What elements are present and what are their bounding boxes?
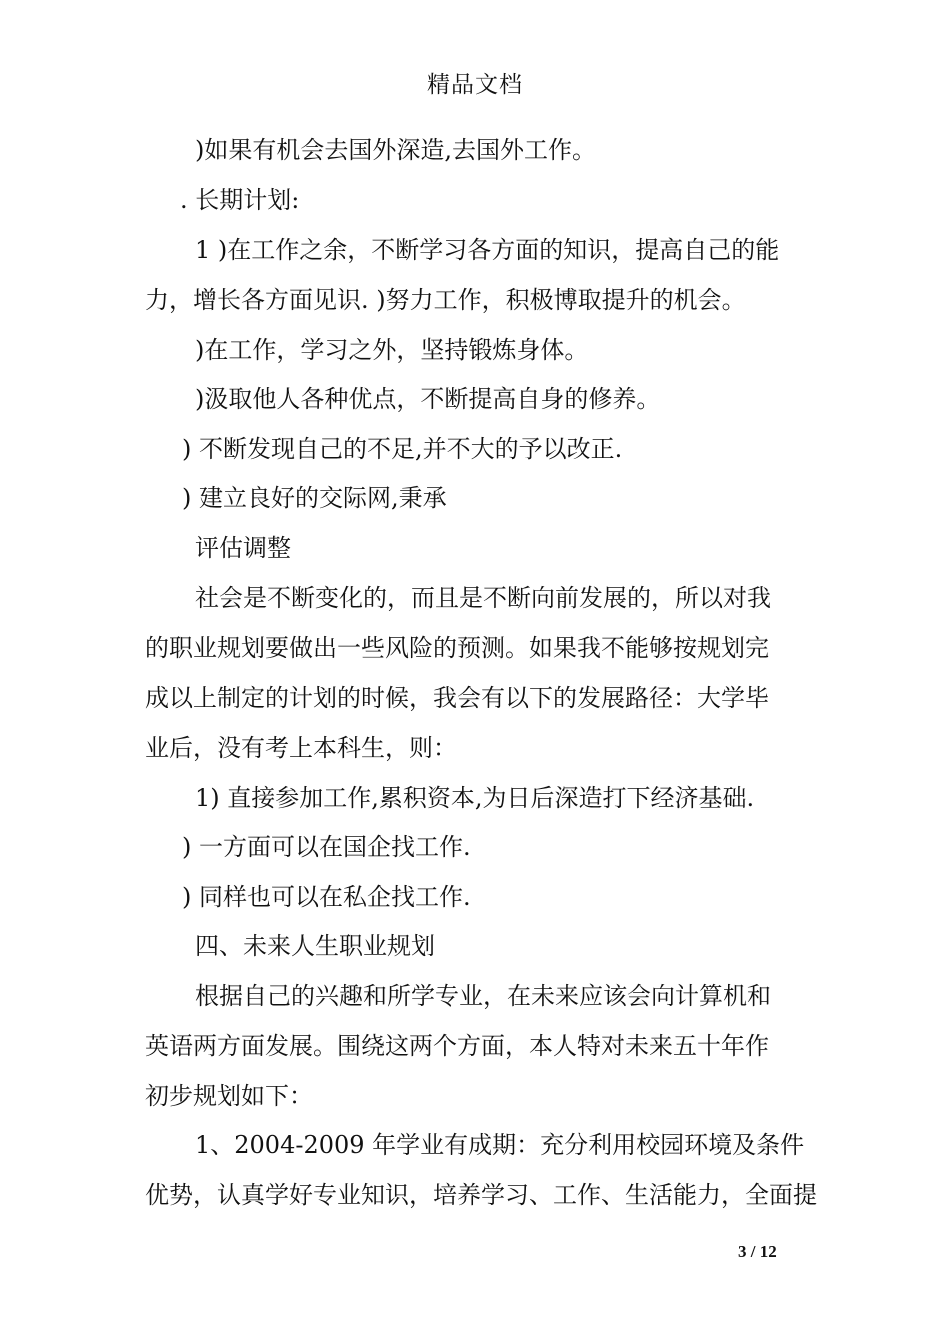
section-heading: 四、未来人生职业规划 bbox=[195, 932, 435, 960]
text-line: 初步规划如下： bbox=[145, 1082, 313, 1110]
text-line: )在工作，学习之外，坚持锻炼身体。 bbox=[195, 336, 589, 364]
text-line: 力，增长各方面见识. )努力工作，积极博取提升的机会。 bbox=[145, 286, 746, 314]
text-line: 业后，没有考上本科生，则： bbox=[145, 734, 457, 762]
text-line: ) 同样也可以在私企找工作. bbox=[182, 883, 471, 911]
text-line: 英语两方面发展。围绕这两个方面，本人特对未来五十年作 bbox=[145, 1032, 769, 1060]
text-line: 社会是不断变化的，而且是不断向前发展的，所以对我 bbox=[195, 584, 771, 612]
text-line: . 长期计划: bbox=[180, 186, 300, 214]
page-header: 精品文档 bbox=[427, 72, 523, 98]
section-heading: 评估调整 bbox=[195, 534, 291, 562]
text-line: )汲取他人各种优点，不断提高自身的修养。 bbox=[195, 385, 661, 413]
text-line: ) 建立良好的交际网,秉承 bbox=[182, 484, 447, 512]
text-line: 成以上制定的计划的时候，我会有以下的发展路径：大学毕 bbox=[145, 684, 769, 712]
text-line: 1 )在工作之余，不断学习各方面的知识，提高自己的能 bbox=[195, 236, 780, 264]
text-line: ) 不断发现自己的不足,并不大的予以改正. bbox=[182, 435, 623, 463]
text-line: 1) 直接参加工作,累积资本,为日后深造打下经济基础. bbox=[195, 784, 755, 812]
page-number: 3 / 12 bbox=[738, 1242, 777, 1261]
text-line: 根据自己的兴趣和所学专业，在未来应该会向计算机和 bbox=[195, 982, 771, 1010]
text-line: 的职业规划要做出一些风险的预测。如果我不能够按规划完 bbox=[145, 634, 769, 662]
text-line: 优势，认真学好专业知识，培养学习、工作、生活能力，全面提 bbox=[145, 1181, 817, 1209]
text-line: ) 一方面可以在国企找工作. bbox=[182, 833, 471, 861]
text-line: )如果有机会去国外深造,去国外工作。 bbox=[195, 136, 596, 164]
text-line: 1、2004-2009 年学业有成期：充分利用校园环境及条件 bbox=[195, 1131, 805, 1159]
